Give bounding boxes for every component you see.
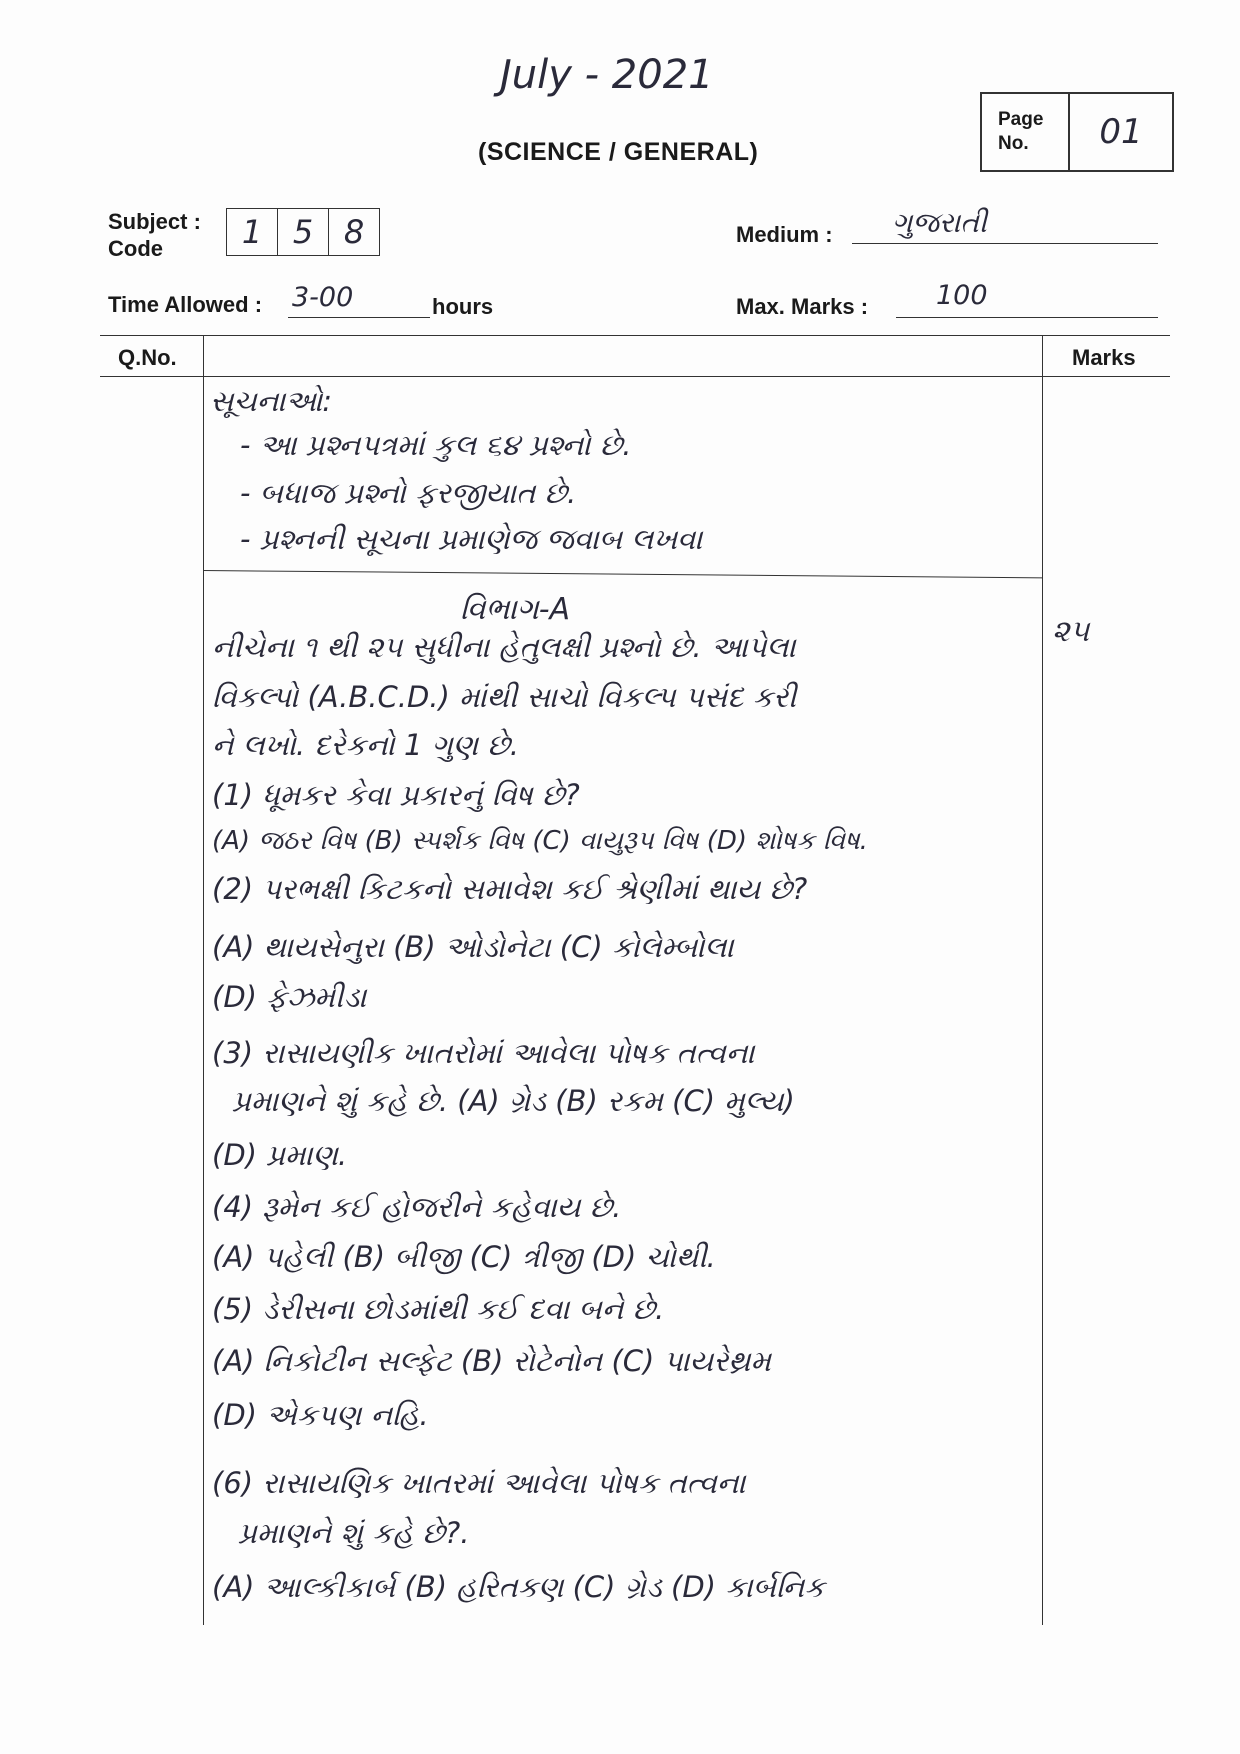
page-number-box — [980, 92, 1174, 172]
session-heading: July - 2021 — [500, 52, 714, 98]
table-header-rule — [100, 376, 1170, 377]
time-unit: hours — [432, 294, 494, 319]
medium-value: ગુજરાતી — [852, 206, 1158, 244]
table-top-rule — [100, 335, 1170, 336]
question-line: (D) એકપણ નહિ. — [212, 1398, 429, 1432]
question-line: (6) રાસાયણિક ખાતરમાં આવેલા પોષક તત્વના — [212, 1466, 746, 1500]
section-a-marks: ૨૫ — [1052, 614, 1090, 649]
question-line: (D) પ્રમાણ. — [212, 1138, 348, 1172]
question-line: (A) આલ્કીકાર્બ (B) હરિતકણ (C) ગ્રેડ (D) કાર્બનિક — [212, 1570, 825, 1604]
marks-column-rule — [1042, 335, 1043, 1625]
question-line: પ્રમાણને શું કહે છે?. — [238, 1516, 470, 1550]
instruction-item: - પ્રશ્નની સૂચના પ્રમાણેજ જવાબ લખવા — [240, 522, 703, 556]
qno-column-rule — [203, 335, 204, 1625]
question-line: (1) ધૂમકર કેવા પ્રકારનું વિષ છે? — [212, 778, 580, 812]
time-allowed-label: Time Allowed : — [108, 292, 263, 317]
subject-code-label — [108, 208, 218, 262]
instruction-item: - બધાજ પ્રશ્નો ફરજીયાત છે. — [240, 476, 577, 510]
page-label: Page No. — [982, 94, 1070, 170]
max-marks-label: Max. Marks : — [736, 294, 869, 319]
subject-code-digit: 1 — [227, 209, 278, 255]
question-line: (4) રૂમેન કઈ હોજરીને કહેવાય છે. — [212, 1190, 622, 1224]
section-a-intro-line: ને લખો. દરેકનો 1 ગુણ છે. — [212, 728, 520, 762]
question-line: (A) થાયસેનુરા (B) ઓડોનેટા (C) કોલેમ્બોલા — [212, 930, 734, 964]
question-line: પ્રમાણને શું કહે છે. (A) ગ્રેડ (B) રકમ (C) મુલ્ય) — [232, 1084, 795, 1118]
question-line: (2) પરભક્ષી કિટકનો સમાવેશ કઈ શ્રેણીમાં થાય છે? — [212, 872, 808, 906]
question-line: (D) ફેઝમીડા — [212, 980, 367, 1014]
question-line: (5) ડેરીસના છોડમાંથી કઈ દવા બને છે. — [212, 1292, 665, 1326]
instructions-divider — [203, 570, 1043, 578]
subject-code-digit: 8 — [343, 213, 365, 251]
question-line: (3) રાસાયણીક ખાતરોમાં આવેલા પોષક તત્વના — [212, 1036, 755, 1070]
qno-column-header: Q.No. — [118, 345, 177, 370]
subject-code-digit: 5 — [278, 209, 329, 255]
question-line: (A) નિકોટીન સલ્ફેટ (B) રોટેનોન (C) પાયરેથ્રમ — [212, 1344, 771, 1378]
question-line: (A) પહેલી (B) બીજી (C) ત્રીજી (D) ચોથી. — [212, 1240, 716, 1274]
section-a-intro-line: વિકલ્પો (A.B.C.D.) માંથી સાચો વિકલ્પ પસંદ કરી — [212, 680, 797, 714]
section-a-title: વિભાગ-A — [460, 592, 571, 627]
subject-code-label-text: Subject : Code — [108, 209, 201, 261]
subject-code-boxes — [226, 208, 380, 256]
stream-heading: (SCIENCE / GENERAL) — [478, 138, 759, 166]
time-allowed-value: 3-00 — [288, 282, 430, 318]
instruction-item: - આ પ્રશ્નપત્રમાં કુલ ૬૪ પ્રશ્નો છે. — [240, 428, 632, 462]
section-a-intro-line: નીચેના ૧ થી ૨૫ સુધીના હેતુલક્ષી પ્રશ્નો છે. આપેલા — [212, 630, 796, 664]
instructions-title: સૂચનાઓ: — [210, 384, 333, 418]
medium-label: Medium : — [736, 222, 833, 247]
question-line: (A) જઠર વિષ (B) સ્પર્શક વિષ (C) વાયુરૂપ વિષ (D) શોષક વિષ. — [212, 826, 868, 856]
page-number: 01 — [1099, 112, 1143, 152]
marks-column-header: Marks — [1072, 345, 1136, 370]
max-marks-value: 100 — [896, 280, 1158, 318]
